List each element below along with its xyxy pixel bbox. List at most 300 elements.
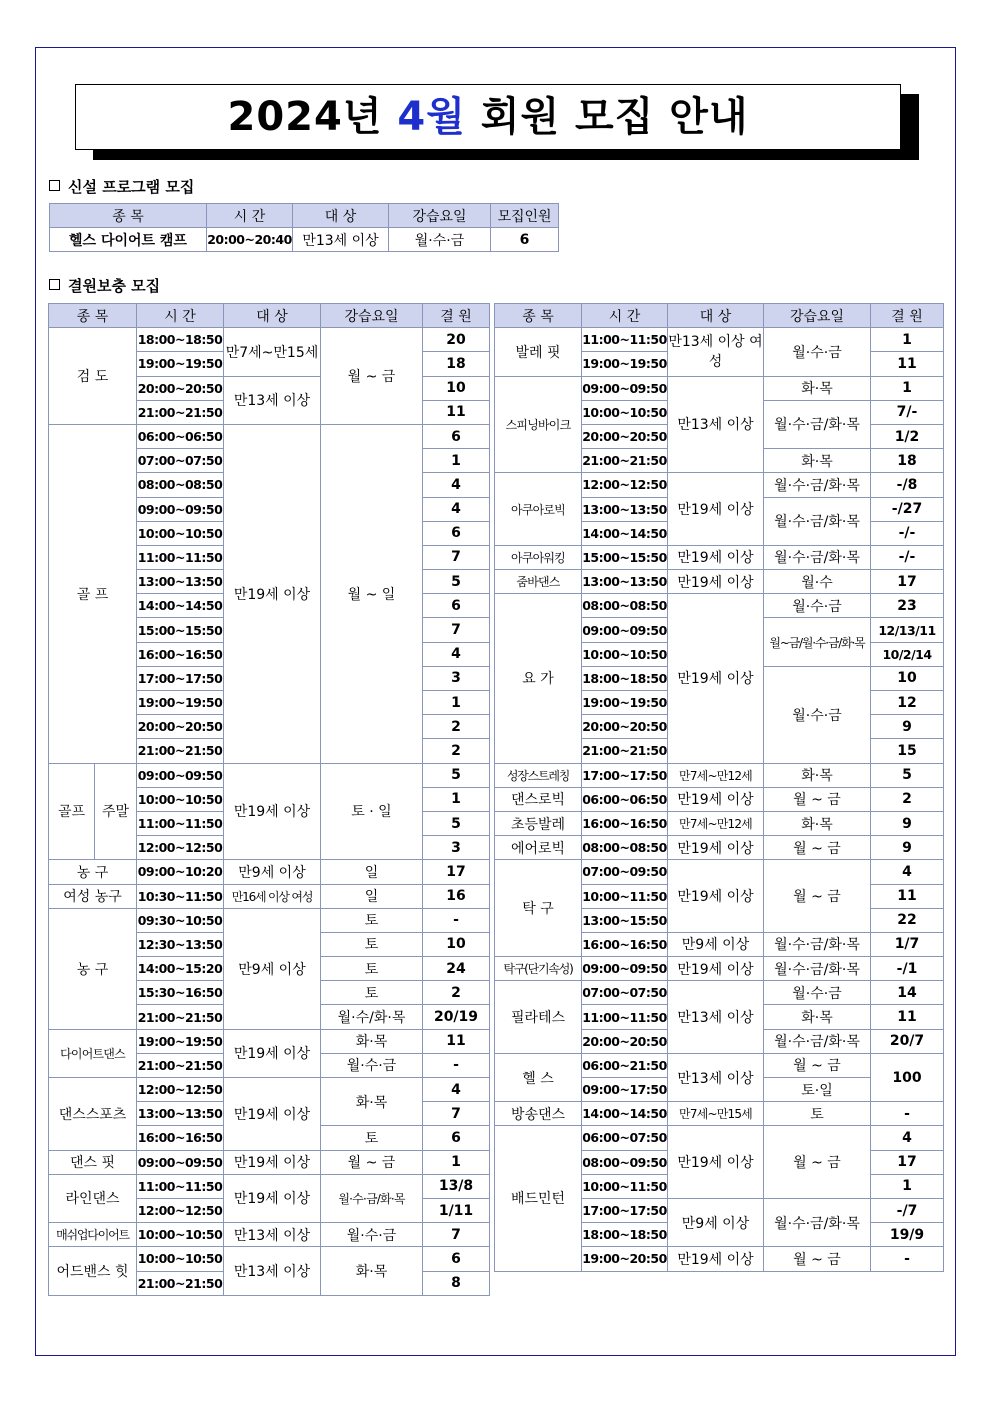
table-cell: 22 bbox=[871, 908, 944, 932]
table-cell: 6 bbox=[491, 228, 559, 252]
table-cell: 만13세 이상 bbox=[293, 228, 389, 252]
section-vacancy: 결원보충 모집 bbox=[49, 275, 160, 296]
table-cell: 06:00~06:50 bbox=[582, 787, 668, 811]
table-cell: 09:00~09:50 bbox=[582, 957, 668, 981]
table-cell: 09:00~09:50 bbox=[582, 376, 668, 400]
table-cell: 만9세 이상 bbox=[668, 1198, 764, 1246]
table-cell: 화·목 bbox=[764, 811, 871, 835]
column-header: 시 간 bbox=[207, 204, 293, 228]
table-cell: 19:00~19:50 bbox=[582, 352, 668, 376]
table-cell: 16 bbox=[423, 884, 490, 908]
table-cell: 08:00~09:50 bbox=[582, 1150, 668, 1174]
table-cell: 배드민턴 bbox=[495, 1126, 582, 1271]
table-cell: 월·수·금/화·목 bbox=[764, 1198, 871, 1246]
table-row bbox=[495, 860, 944, 884]
table-cell: 만13세 이상 bbox=[224, 376, 321, 424]
table-cell: 10:00~10:50 bbox=[137, 787, 224, 811]
table-cell: 17 bbox=[423, 860, 490, 884]
table-cell: 9 bbox=[871, 811, 944, 835]
table-cell: 13:00~13:50 bbox=[582, 497, 668, 521]
vacancy-table-left bbox=[48, 303, 490, 1296]
table-cell: 18:00~18:50 bbox=[137, 328, 224, 352]
table-cell: 줌바댄스 bbox=[495, 570, 582, 594]
table-cell: 1/2 bbox=[871, 424, 944, 448]
table-cell: 월·수·금/화·목 bbox=[764, 545, 871, 569]
table-row bbox=[495, 836, 944, 860]
table-cell: 월·수·금 bbox=[764, 594, 871, 618]
table-cell: 탁구(단기속성) bbox=[495, 957, 582, 981]
table-cell: 17 bbox=[871, 1150, 944, 1174]
table-cell: 만19세 이상 bbox=[668, 1247, 764, 1271]
table-header-row bbox=[495, 304, 944, 328]
table-row bbox=[495, 594, 944, 618]
table-cell: 1/7 bbox=[871, 932, 944, 956]
table-cell: 20/7 bbox=[871, 1029, 944, 1053]
table-cell: 월 ~ 금 bbox=[764, 787, 871, 811]
table-cell: 요 가 bbox=[495, 594, 582, 763]
table-cell: 발레 핏 bbox=[495, 328, 582, 376]
table-cell: 6 bbox=[423, 594, 490, 618]
table-cell: 1 bbox=[423, 449, 490, 473]
table-cell: 13:00~13:50 bbox=[137, 570, 224, 594]
table-cell: 18:00~18:50 bbox=[582, 1223, 668, 1247]
table-cell: 23 bbox=[871, 594, 944, 618]
table-cell: 아쿠아워킹 bbox=[495, 545, 582, 569]
table-cell: 헬스 다이어트 캠프 bbox=[50, 228, 207, 252]
table-cell: 골프 bbox=[49, 763, 95, 860]
table-cell: 헬 스 bbox=[495, 1053, 582, 1101]
table-cell: 2 bbox=[423, 715, 490, 739]
title-banner bbox=[75, 84, 901, 150]
checkbox-square-icon bbox=[49, 279, 60, 290]
column-header: 강습요일 bbox=[764, 304, 871, 328]
table-row bbox=[49, 328, 490, 352]
table-cell: 08:00~08:50 bbox=[582, 836, 668, 860]
table-cell: -/27 bbox=[871, 497, 944, 521]
table-cell: 화·목 bbox=[764, 763, 871, 787]
table-cell: 6 bbox=[423, 521, 490, 545]
table-cell: 13/8 bbox=[423, 1174, 490, 1198]
table-row bbox=[495, 1126, 944, 1150]
table-cell: 만19세 이상 bbox=[668, 594, 764, 763]
column-header: 모집인원 bbox=[491, 204, 559, 228]
table-cell: 10 bbox=[423, 932, 490, 956]
table-cell: 아쿠아로빅 bbox=[495, 473, 582, 546]
column-header: 대 상 bbox=[224, 304, 321, 328]
table-cell: 21:00~21:50 bbox=[582, 739, 668, 763]
table-cell: 만13세 이상 여성 bbox=[668, 328, 764, 376]
table-cell: 화·목 bbox=[764, 1005, 871, 1029]
table-cell: 월 ~ 금 bbox=[764, 1126, 871, 1199]
table-cell: 화·목 bbox=[321, 1247, 423, 1295]
table-cell: 월·수·금 bbox=[321, 1053, 423, 1077]
table-cell: 13:00~15:50 bbox=[582, 908, 668, 932]
table-cell: 07:00~07:50 bbox=[582, 981, 668, 1005]
table-row bbox=[49, 1150, 490, 1174]
table-cell: 12:30~13:50 bbox=[137, 932, 224, 956]
table-cell: 9 bbox=[871, 715, 944, 739]
table-row bbox=[49, 763, 490, 787]
table-cell: 08:00~08:50 bbox=[137, 473, 224, 497]
table-cell: 여성 농구 bbox=[49, 884, 137, 908]
table-cell: 토 · 일 bbox=[321, 763, 423, 860]
table-row bbox=[495, 376, 944, 400]
table-cell: 11 bbox=[871, 884, 944, 908]
table-cell: 월·수·금 bbox=[764, 666, 871, 763]
table-cell: 월 ~ 금 bbox=[764, 836, 871, 860]
table-cell: 100 bbox=[871, 1053, 944, 1101]
table-cell: 만13세 이상 bbox=[224, 1247, 321, 1295]
table-cell: 14:00~14:50 bbox=[137, 594, 224, 618]
table-cell: 4 bbox=[423, 642, 490, 666]
column-header: 결 원 bbox=[423, 304, 490, 328]
table-cell: 만7세~만15세 bbox=[668, 1102, 764, 1126]
table-cell: 19:00~19:50 bbox=[137, 691, 224, 715]
table-row bbox=[495, 981, 944, 1005]
table-cell: 15:00~15:50 bbox=[582, 545, 668, 569]
table-cell: 10:00~10:50 bbox=[582, 400, 668, 424]
table-cell: 월 ~ 금 bbox=[764, 1247, 871, 1271]
table-cell: 15 bbox=[871, 739, 944, 763]
table-cell: 19:00~19:50 bbox=[582, 691, 668, 715]
column-header: 시 간 bbox=[137, 304, 224, 328]
table-cell: - bbox=[423, 908, 490, 932]
table-cell: 월·수·금/화·목 bbox=[764, 497, 871, 545]
table-cell: 월·수·금/화·목 bbox=[764, 473, 871, 497]
table-cell: 월·수·금/화·목 bbox=[764, 932, 871, 956]
table-row bbox=[49, 1247, 490, 1271]
table-cell: 11 bbox=[871, 1005, 944, 1029]
table-row bbox=[50, 228, 559, 252]
table-cell: 성장스트레칭 bbox=[495, 763, 582, 787]
table-cell: 6 bbox=[423, 1247, 490, 1271]
table-cell: 탁 구 bbox=[495, 860, 582, 957]
table-cell: 라인댄스 bbox=[49, 1174, 137, 1222]
table-cell: 8 bbox=[423, 1271, 490, 1295]
table-cell: 21:00~21:50 bbox=[137, 739, 224, 763]
table-cell: - bbox=[871, 1247, 944, 1271]
table-cell: 12:00~12:50 bbox=[137, 1198, 224, 1222]
table-cell: 10/2/14 bbox=[871, 642, 944, 666]
table-cell: 화·목 bbox=[764, 449, 871, 473]
table-cell: 06:00~07:50 bbox=[582, 1126, 668, 1150]
table-cell: 19/9 bbox=[871, 1223, 944, 1247]
column-header: 시 간 bbox=[582, 304, 668, 328]
table-header-row bbox=[50, 204, 559, 228]
table-cell: 월·수·금/화·목 bbox=[764, 400, 871, 448]
table-cell: 월 ~ 일 bbox=[321, 424, 423, 763]
table-cell: 10:00~10:50 bbox=[137, 1247, 224, 1271]
table-cell: 만7세~만12세 bbox=[668, 811, 764, 835]
table-cell: 월·수 bbox=[764, 570, 871, 594]
table-cell: 19:00~19:50 bbox=[137, 352, 224, 376]
table-cell: 12:00~12:50 bbox=[137, 1078, 224, 1102]
table-cell: 13:00~13:50 bbox=[582, 570, 668, 594]
table-row bbox=[495, 787, 944, 811]
table-cell: 20:00~20:50 bbox=[137, 376, 224, 400]
table-cell: 화·목 bbox=[321, 1029, 423, 1053]
table-cell: 만19세 이상 bbox=[224, 424, 321, 763]
table-cell: 7 bbox=[423, 618, 490, 642]
table-cell: 17:00~17:50 bbox=[582, 763, 668, 787]
table-cell: 16:00~16:50 bbox=[582, 932, 668, 956]
table-cell: 09:00~10:20 bbox=[137, 860, 224, 884]
table-cell: 21:00~21:50 bbox=[582, 449, 668, 473]
table-cell: 월·수/화·목 bbox=[321, 1005, 423, 1029]
column-header: 결 원 bbox=[871, 304, 944, 328]
table-cell: 토 bbox=[321, 932, 423, 956]
table-cell: 만9세 이상 bbox=[224, 908, 321, 1029]
table-cell: 6 bbox=[423, 1126, 490, 1150]
table-cell: 24 bbox=[423, 957, 490, 981]
table-cell: 15:00~15:50 bbox=[137, 618, 224, 642]
table-cell: 2 bbox=[423, 739, 490, 763]
table-cell: 10:00~11:50 bbox=[582, 1174, 668, 1198]
table-cell: 20:00~20:50 bbox=[137, 715, 224, 739]
table-cell: 9 bbox=[871, 836, 944, 860]
table-cell: 21:00~21:50 bbox=[137, 400, 224, 424]
table-row bbox=[495, 763, 944, 787]
vacancy-table-right bbox=[494, 303, 944, 1272]
table-cell: 월·수·금 bbox=[321, 1223, 423, 1247]
table-cell: 월·수·금/화·목 bbox=[321, 1174, 423, 1222]
table-cell: -/8 bbox=[871, 473, 944, 497]
table-cell: - bbox=[423, 1053, 490, 1077]
table-row bbox=[49, 908, 490, 932]
table-cell: 11:00~11:50 bbox=[582, 328, 668, 352]
table-cell: 일 bbox=[321, 860, 423, 884]
column-header: 종 목 bbox=[495, 304, 582, 328]
table-cell: 에어로빅 bbox=[495, 836, 582, 860]
table-cell: 월 ~ 금 bbox=[764, 860, 871, 933]
table-row bbox=[49, 884, 490, 908]
table-cell: 12:00~12:50 bbox=[582, 473, 668, 497]
table-cell: 월 ~ 금 bbox=[321, 328, 423, 425]
table-row bbox=[495, 957, 944, 981]
page-title: 2024년 4월 회원 모집 안내 bbox=[75, 84, 901, 150]
table-cell: 댄스로빅 bbox=[495, 787, 582, 811]
table-cell: 09:00~09:50 bbox=[582, 618, 668, 642]
table-cell: 월·수·금 bbox=[764, 328, 871, 376]
table-cell: -/- bbox=[871, 545, 944, 569]
table-cell: 1 bbox=[423, 691, 490, 715]
table-cell: 7 bbox=[423, 1102, 490, 1126]
table-cell: 토 bbox=[321, 1126, 423, 1150]
table-cell: 스피닝바이크 bbox=[495, 376, 582, 473]
table-cell: 만19세 이상 bbox=[668, 545, 764, 569]
table-cell: 댄스스포츠 bbox=[49, 1078, 137, 1151]
column-header: 대 상 bbox=[293, 204, 389, 228]
table-cell: 10:30~11:50 bbox=[137, 884, 224, 908]
table-cell: 검 도 bbox=[49, 328, 137, 425]
table-cell: 방송댄스 bbox=[495, 1102, 582, 1126]
table-cell: 토·일 bbox=[764, 1078, 871, 1102]
table-cell: 10:00~11:50 bbox=[582, 884, 668, 908]
table-cell: -/- bbox=[871, 521, 944, 545]
table-cell: 만19세 이상 bbox=[224, 1078, 321, 1151]
table-cell: 농 구 bbox=[49, 860, 137, 884]
table-cell: 20:00~20:50 bbox=[582, 1029, 668, 1053]
table-row bbox=[49, 424, 490, 448]
table-row bbox=[49, 1223, 490, 1247]
table-cell: 20:00~20:50 bbox=[582, 715, 668, 739]
table-cell: 만19세 이상 bbox=[224, 1174, 321, 1222]
table-cell: 20 bbox=[423, 328, 490, 352]
table-cell: 18:00~18:50 bbox=[582, 666, 668, 690]
table-row bbox=[49, 1174, 490, 1198]
table-cell: 1 bbox=[871, 376, 944, 400]
checkbox-square-icon bbox=[49, 180, 60, 191]
table-cell: 월 ~ 금 bbox=[764, 1053, 871, 1077]
table-cell: 12:00~12:50 bbox=[137, 836, 224, 860]
table-cell: 14:00~14:50 bbox=[582, 1102, 668, 1126]
table-cell: 주말 bbox=[95, 763, 137, 860]
table-cell: 09:00~17:50 bbox=[582, 1078, 668, 1102]
table-cell: 4 bbox=[423, 1078, 490, 1102]
table-cell: 17 bbox=[871, 570, 944, 594]
table-cell: 10 bbox=[423, 376, 490, 400]
table-cell: 21:00~21:50 bbox=[137, 1005, 224, 1029]
table-cell: 만9세 이상 bbox=[224, 860, 321, 884]
table-cell: 20:00~20:50 bbox=[582, 424, 668, 448]
table-cell: 1 bbox=[423, 1150, 490, 1174]
table-row bbox=[495, 473, 944, 497]
table-row bbox=[495, 570, 944, 594]
table-cell: 만19세 이상 bbox=[668, 957, 764, 981]
table-cell: 만19세 이상 bbox=[668, 1126, 764, 1199]
table-cell: 필라테스 bbox=[495, 981, 582, 1054]
section-new-programs: 신설 프로그램 모집 bbox=[49, 176, 194, 197]
table-cell: 12/13/11 bbox=[871, 618, 944, 642]
column-header: 강습요일 bbox=[389, 204, 491, 228]
table-cell: 7/- bbox=[871, 400, 944, 424]
table-cell: 10:00~10:50 bbox=[582, 642, 668, 666]
table-cell: -/7 bbox=[871, 1198, 944, 1222]
table-row bbox=[49, 860, 490, 884]
table-cell: 만19세 이상 bbox=[224, 1150, 321, 1174]
table-cell: 만19세 이상 bbox=[668, 570, 764, 594]
table-cell: 일 bbox=[321, 884, 423, 908]
table-row bbox=[49, 1078, 490, 1102]
table-cell: 만13세 이상 bbox=[668, 1053, 764, 1101]
table-row bbox=[49, 1029, 490, 1053]
table-cell: 만13세 이상 bbox=[668, 981, 764, 1054]
table-cell: 06:00~06:50 bbox=[137, 424, 224, 448]
table-cell: 화·목 bbox=[764, 376, 871, 400]
table-cell: 토 bbox=[321, 908, 423, 932]
table-cell: 월·수·금/화·목 bbox=[764, 1029, 871, 1053]
table-cell: 11 bbox=[423, 1029, 490, 1053]
table-cell: 토 bbox=[764, 1102, 871, 1126]
table-header-row bbox=[49, 304, 490, 328]
table-cell: 10:00~10:50 bbox=[137, 521, 224, 545]
table-cell: 만19세 이상 bbox=[668, 860, 764, 933]
table-cell: 7 bbox=[423, 545, 490, 569]
table-cell: 20:00~20:40 bbox=[207, 228, 293, 252]
table-cell: 06:00~21:50 bbox=[582, 1053, 668, 1077]
table-cell: 3 bbox=[423, 836, 490, 860]
table-cell: 월 ~ 금 bbox=[321, 1150, 423, 1174]
table-cell: 16:00~16:50 bbox=[137, 642, 224, 666]
table-cell: 만13세 이상 bbox=[668, 376, 764, 473]
table-cell: 21:00~21:50 bbox=[137, 1053, 224, 1077]
table-cell: 만16세 이상 여성 bbox=[224, 884, 321, 908]
table-cell: 16:00~16:50 bbox=[137, 1126, 224, 1150]
table-cell: 10 bbox=[871, 666, 944, 690]
table-cell: 만9세 이상 bbox=[668, 932, 764, 956]
table-cell: 댄스 핏 bbox=[49, 1150, 137, 1174]
table-cell: 토 bbox=[321, 981, 423, 1005]
table-cell: 11 bbox=[423, 400, 490, 424]
table-cell: 11:00~11:50 bbox=[137, 1174, 224, 1198]
table-cell: 09:00~09:50 bbox=[137, 1150, 224, 1174]
table-cell: 다이어트댄스 bbox=[49, 1029, 137, 1077]
column-header: 종 목 bbox=[49, 304, 137, 328]
table-cell: 4 bbox=[423, 497, 490, 521]
new-program-table bbox=[49, 203, 559, 252]
table-cell: 월~금/월·수·금/화·목 bbox=[764, 618, 871, 666]
table-cell: 15:30~16:50 bbox=[137, 981, 224, 1005]
table-cell: 만7세~만12세 bbox=[668, 763, 764, 787]
table-cell: 만7세~만15세 bbox=[224, 328, 321, 376]
table-cell: 5 bbox=[423, 763, 490, 787]
table-cell: 월·수·금 bbox=[389, 228, 491, 252]
table-cell: 1 bbox=[423, 787, 490, 811]
column-header: 종 목 bbox=[50, 204, 207, 228]
table-cell: 20/19 bbox=[423, 1005, 490, 1029]
table-cell: 4 bbox=[871, 1126, 944, 1150]
table-cell: 14:00~15:20 bbox=[137, 957, 224, 981]
table-cell: 21:00~21:50 bbox=[137, 1271, 224, 1295]
table-cell: 18 bbox=[423, 352, 490, 376]
table-cell: 17:00~17:50 bbox=[137, 666, 224, 690]
table-cell: 만19세 이상 bbox=[224, 763, 321, 860]
table-row bbox=[495, 1053, 944, 1077]
table-cell: 07:00~09:50 bbox=[582, 860, 668, 884]
table-cell: 화·목 bbox=[321, 1078, 423, 1126]
table-cell: 토 bbox=[321, 957, 423, 981]
table-cell: 만13세 이상 bbox=[224, 1223, 321, 1247]
column-header: 대 상 bbox=[668, 304, 764, 328]
table-cell: 07:00~07:50 bbox=[137, 449, 224, 473]
table-cell: 10:00~10:50 bbox=[137, 1223, 224, 1247]
table-cell: 19:00~19:50 bbox=[137, 1029, 224, 1053]
table-cell: 08:00~08:50 bbox=[582, 594, 668, 618]
table-row bbox=[495, 811, 944, 835]
table-cell: 만19세 이상 bbox=[668, 836, 764, 860]
table-cell: 골 프 bbox=[49, 424, 137, 763]
table-cell: 17:00~17:50 bbox=[582, 1198, 668, 1222]
table-cell: 12 bbox=[871, 691, 944, 715]
table-cell: 09:30~10:50 bbox=[137, 908, 224, 932]
table-cell: 월·수·금/화·목 bbox=[764, 957, 871, 981]
table-cell: 13:00~13:50 bbox=[137, 1102, 224, 1126]
table-cell: 11:00~11:50 bbox=[582, 1005, 668, 1029]
table-cell: 11:00~11:50 bbox=[137, 811, 224, 835]
title-month: 4월 bbox=[397, 94, 466, 140]
table-row bbox=[495, 1102, 944, 1126]
table-cell: -/1 bbox=[871, 957, 944, 981]
table-cell: 1 bbox=[871, 328, 944, 352]
table-cell: 14:00~14:50 bbox=[582, 521, 668, 545]
table-cell: 11 bbox=[871, 352, 944, 376]
table-cell: 3 bbox=[423, 666, 490, 690]
table-cell: 19:00~20:50 bbox=[582, 1247, 668, 1271]
table-cell: 만19세 이상 bbox=[224, 1029, 321, 1077]
table-cell: 4 bbox=[871, 860, 944, 884]
table-cell: 4 bbox=[423, 473, 490, 497]
table-cell: 16:00~16:50 bbox=[582, 811, 668, 835]
